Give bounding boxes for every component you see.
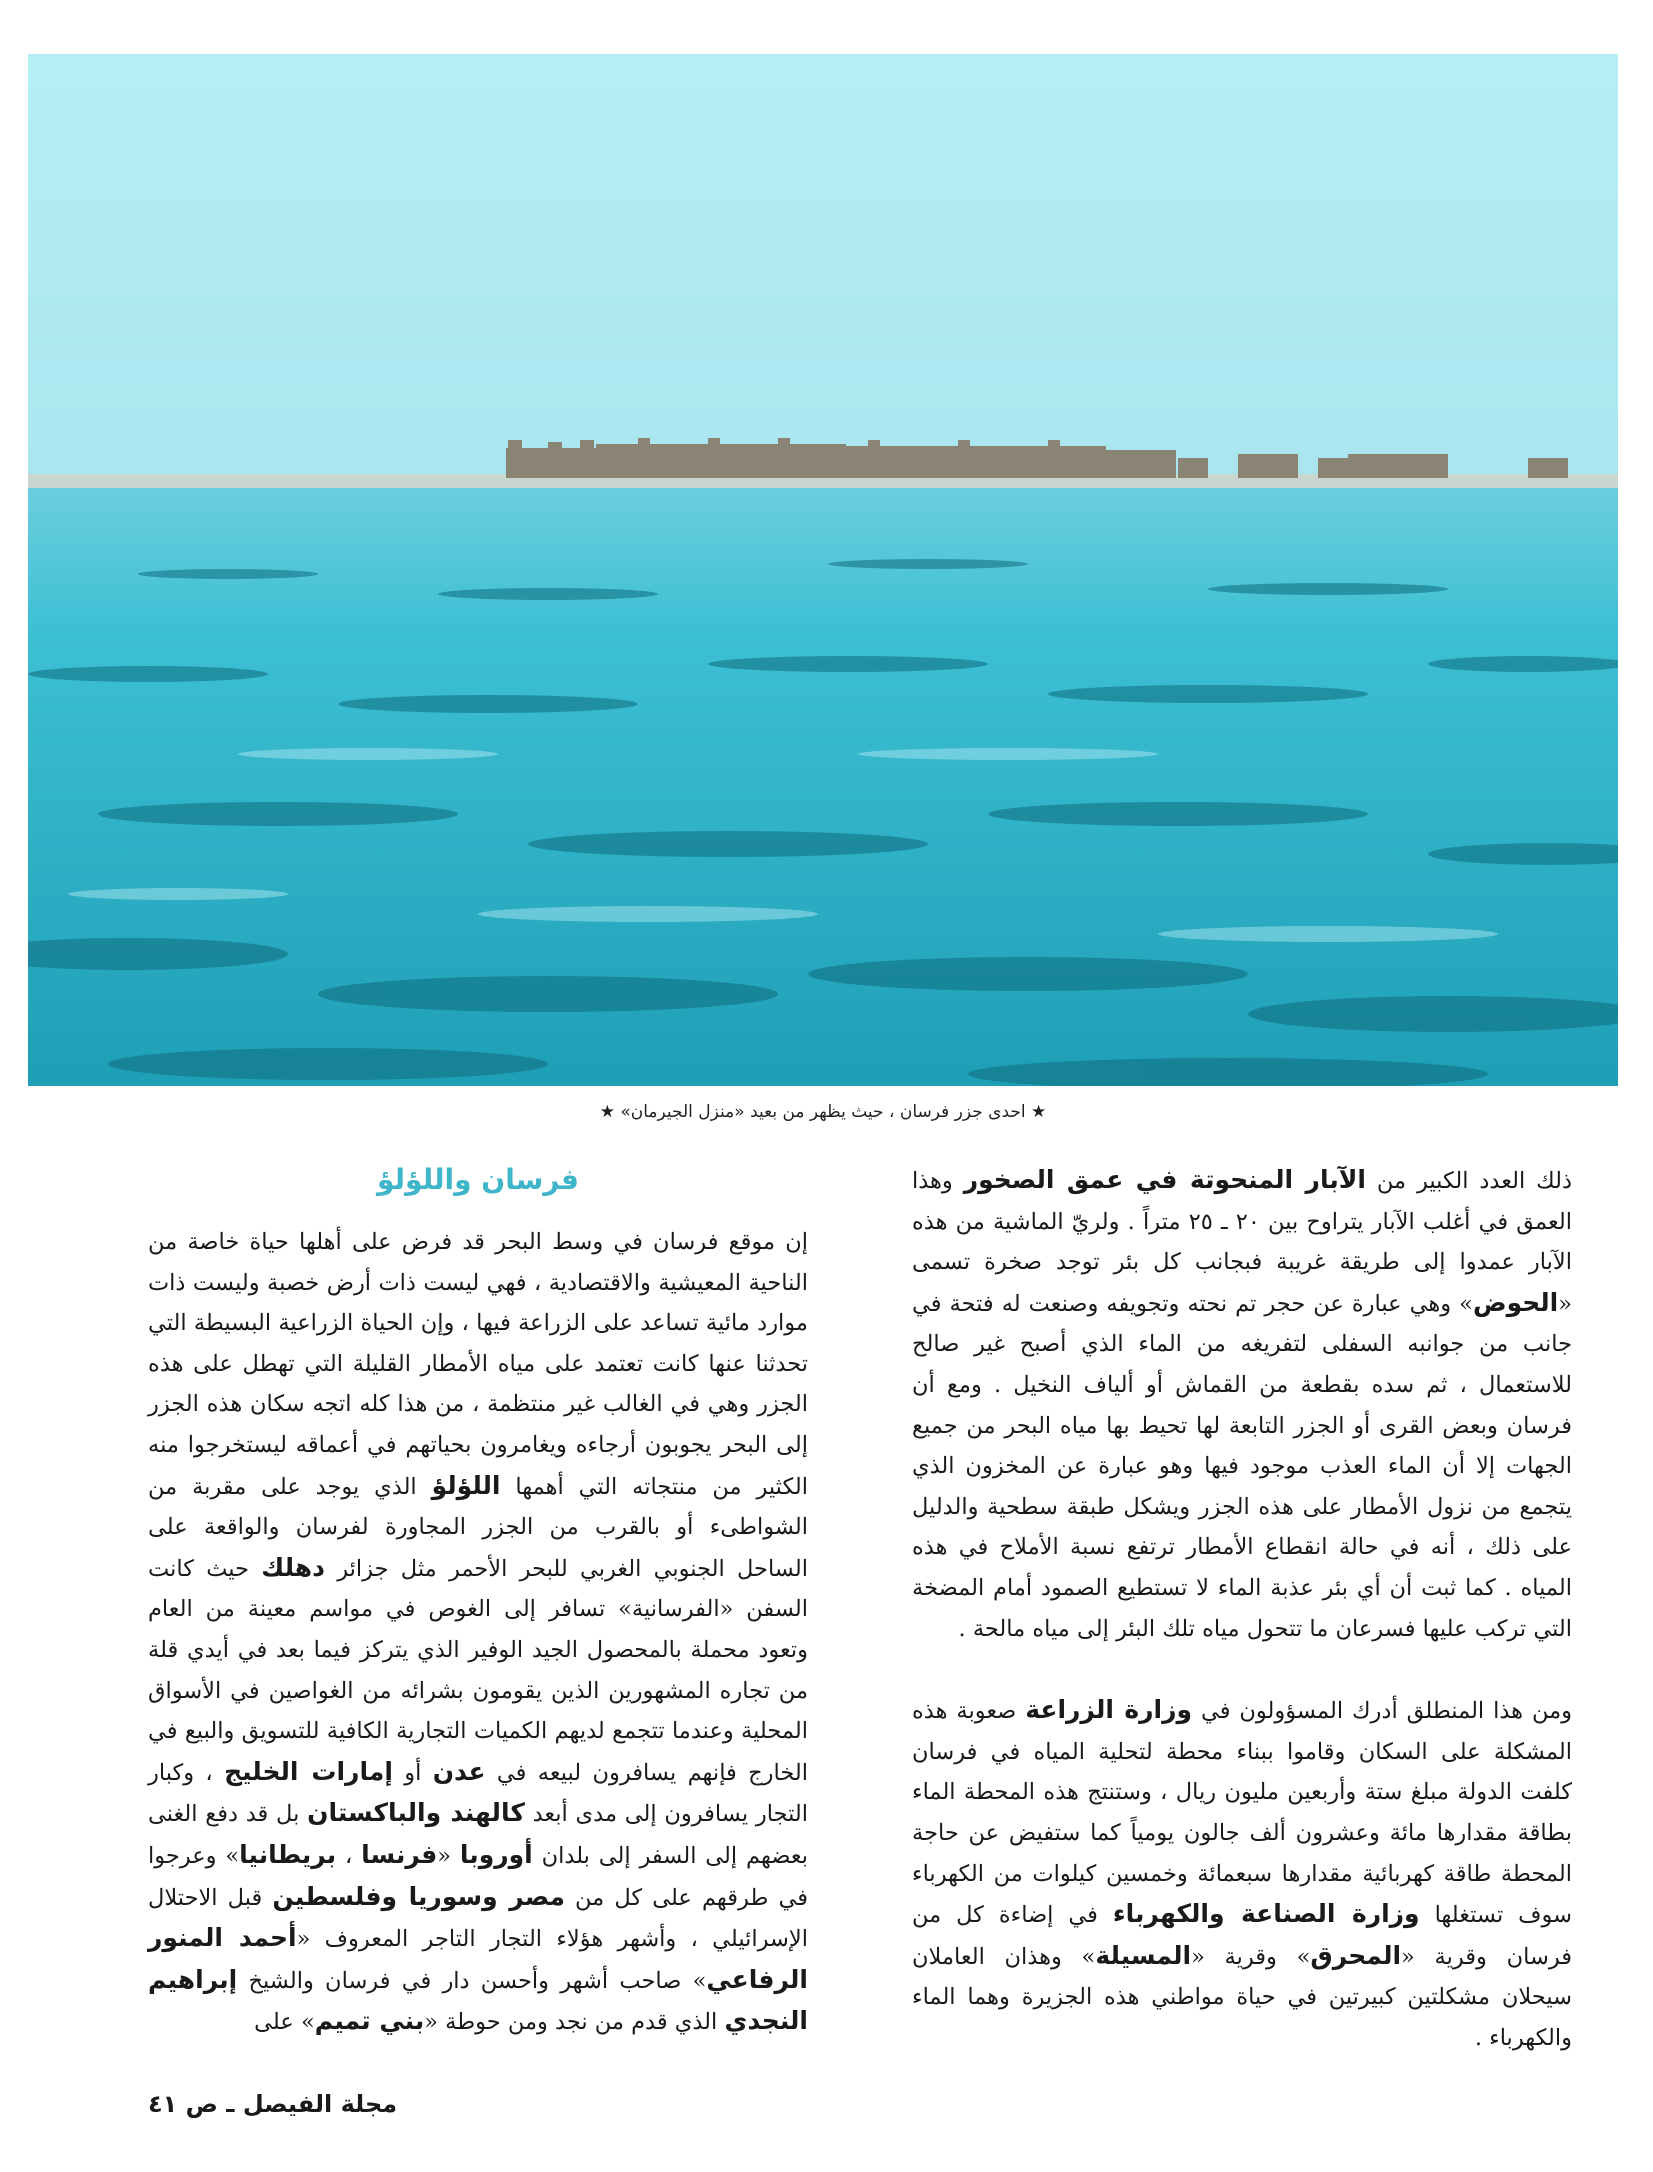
text-run: وهذا العمق في أغلب الآبار يتراوح بين ٢٠ ـ ٢٥ متراً . ولريّ الماشية من هذه الآبار عمدوا إلى طريقة غريبة فبجانب كل بئر توجد صخرة تسمى « xyxy=(912,1168,1572,1317)
text-run: قبل الاحتلال الإسرائيلي ، وأشهر هؤلاء التجار التاجر المعروف « xyxy=(148,1884,808,1953)
page-footer: مجلة الفيصل ـ ص ٤١ xyxy=(148,2090,398,2118)
bold-keyword: وزارة الزراعة xyxy=(1025,1695,1193,1725)
left-column xyxy=(148,1160,808,2043)
bold-keyword: كالهند والباكستان xyxy=(307,1798,525,1828)
bold-keyword: عدن xyxy=(432,1756,486,1786)
text-run: إن موقع فرسان في وسط البحر قد فرض على أهلها حياة خاصة من الناحية المعيشية والاقتصادية ، فهي ليست ذات أرض خصبة وليست ذات موارد مائية تساعد على الزراعة فيها ، وإن الحياة الزراعية البسيطة التي تحدثنا عنها كانت تعتمد على مياه الأمطار القليلة التي تهطل على هذه الجزر وهي في الغالب غير منتظمة ، من هذا كله اتجه سكان هذه الجزر إلى البحر يجوبون أرجاءه ويغامرون بحياتهم في أعماقه ليستخرجوا منه الكثير من منتجاته التي أهمها xyxy=(148,1229,808,1500)
text-run: بل قد دفع الغنى بعضهم إلى السفر إلى بلدان xyxy=(148,1801,808,1869)
text-run: حيث كانت السفن «الفرسانية» تسافر إلى الغوص في مواسم معينة من العام وتعود محملة بالمحصول الجيد الوفير الذي يتركز فيما بعد في أيدي قلة من تجاره المشهورين الذين يقومون بشرائه من الغواصين في الأسواق المحلية وعندما تتجمع لديهم الكميات التجارية الكافية للتسويق والبيع في الخارج فإنهم يسافرون لبيعه في xyxy=(148,1555,809,1786)
bold-keyword: وزارة الصناعة والكهرباء xyxy=(1112,1899,1420,1929)
text-run: صعوبة هذه المشكلة على السكان وقاموا ببناء محطة لتحلية المياه في فرسان كلفت الدولة مبلغ ستة وأربعين مليون ريال ، وستنتج هذه المحطة الماء بطاقة مقدارها مائة وعشرون ألف جالون يومياً كما ستفيض عن حاجة المحطة طاقة كهربائية مقدارها سبعمائة وخمسين كيلوات من الكهرباء سوف تستغلها xyxy=(912,1698,1572,1929)
text-run: » صاحب أشهر وأحسن دار في فرسان والشيخ xyxy=(237,1967,707,1994)
bold-keyword: اللؤلؤ xyxy=(431,1470,501,1500)
bold-keyword: المسيلة xyxy=(1095,1940,1192,1970)
bold-keyword: فرنسا xyxy=(361,1839,438,1869)
bold-keyword: أوروبا xyxy=(459,1839,533,1869)
bold-keyword: إبراهيم النجدي xyxy=(148,1964,808,2036)
bold-keyword: الحوض xyxy=(1472,1287,1559,1317)
text-run: الذي قدم من نجد ومن حوطة « xyxy=(424,2009,725,2036)
text-run: » وقرية « xyxy=(1191,1943,1311,1970)
text-run: » على xyxy=(254,2009,315,2036)
text-run: » وعرجوا في طرقهم على كل من xyxy=(148,1842,808,1911)
text-run: ، xyxy=(336,1842,362,1869)
paragraph-wells xyxy=(912,1160,1572,1649)
text-run: » وهي عبارة عن حجر تم نحته وتجويفه وصنعت له فتحة في جانب من جوانبه السفلى لتفريغه من الماء الذي أصبح غير صالح للاستعمال ، ثم سده بقطعة من القماش أو ألياف النخيل . ومع أن فرسان وبعض القرى أو الجزر التابعة لها تحيط بها مياه البحر من جميع الجهات إلا أن الماء العذب موجود فيها وهو عبارة عن المخزون الذي يتجمع من نزول الأمطار على هذه الجزر ويشكل طبقة سطحية والدليل على ذلك ، أنه في حالة انقطاع الأمطار ترتفع نسبة الأملاح في هذه المياه . كما ثبت أن أي بئر عذبة الماء لا تستطيع الصمود أمام المضخة التي تركب عليها فسرعان ما تتحول مياه تلك البئر إلى مياه مالحة . xyxy=(912,1290,1572,1642)
bold-keyword: مصر وسوريا وفلسطين xyxy=(272,1881,565,1911)
section-heading: فرسان واللؤلؤ xyxy=(376,1163,579,1196)
bold-keyword: بريطانيا xyxy=(239,1839,337,1869)
island-photo xyxy=(28,54,1618,1086)
bold-keyword: الآبار المنحوتة في عمق الصخور xyxy=(963,1165,1366,1194)
paragraph-desalination xyxy=(912,1690,1572,2058)
text-run: » وهذان العاملان سيحلان مشكلتين كبيرتين في حياة مواطني هذه الجزيرة وهما الماء والكهرباء . xyxy=(912,1943,1572,2051)
text-run: في إضاءة كل من فرسان وقرية « xyxy=(912,1902,1572,1970)
text-run: الذي يوجد على مقربة من الشواطىء أو بالقرب من الجزر المجاورة لفرسان والواقعة على الساحل الجنوبي الغربي للبحر الأحمر مثل جزائر xyxy=(148,1473,808,1582)
sea-and-fort-image xyxy=(28,54,1618,1086)
text-run: ذلك العدد الكبير من xyxy=(1365,1168,1572,1194)
bold-keyword: بني تميم xyxy=(314,2006,425,2036)
photo-caption: ★ احدى جزر فرسان ، حيث يظهر من بعيد «منزل الجيرمان» ★ xyxy=(599,1102,1047,1122)
text-run: ، وكبار التجار يسافرون إلى مدى أبعد xyxy=(148,1759,808,1828)
bold-keyword: إمارات الخليج xyxy=(224,1756,393,1786)
right-column xyxy=(912,1160,1572,2058)
text-run: « xyxy=(437,1842,460,1869)
text-run: أو xyxy=(392,1759,433,1786)
bold-keyword: أحمد المنور الرفاعي xyxy=(148,1923,808,1994)
bold-keyword: دهلك xyxy=(261,1552,325,1582)
bold-keyword: المحرق xyxy=(1310,1940,1402,1970)
text-run: ومن هذا المنطلق أدرك المسؤولون في xyxy=(1192,1698,1572,1725)
paragraph-pearls xyxy=(148,1222,808,2043)
